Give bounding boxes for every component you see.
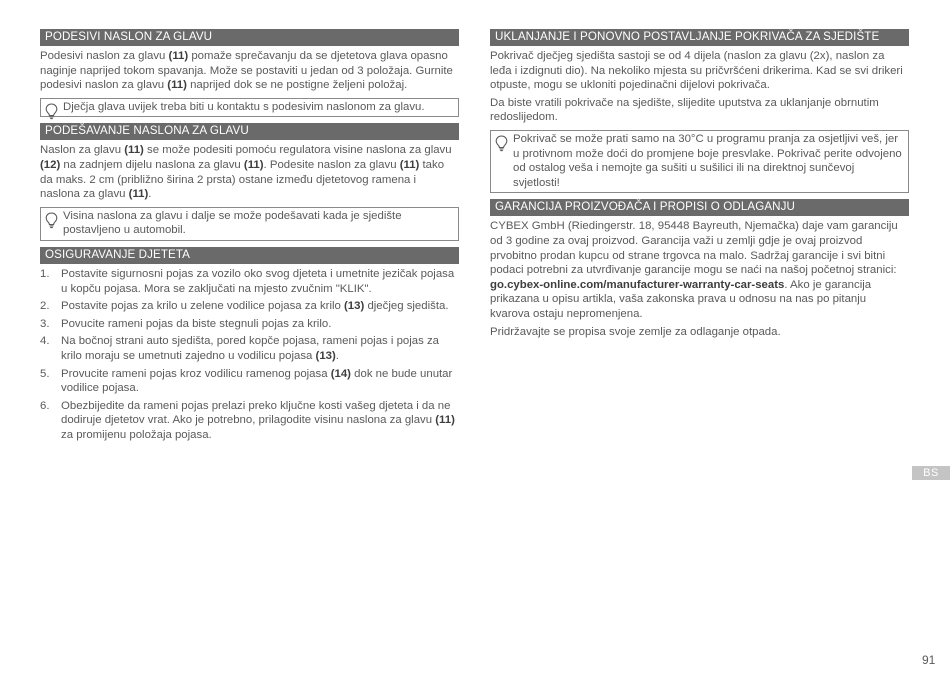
warranty-link[interactable]: go.cybex-online.com/manufacturer-warranty-car-seats xyxy=(490,278,785,291)
section-warranty xyxy=(490,199,909,339)
note-box xyxy=(490,130,909,193)
section-headrest xyxy=(40,29,459,117)
language-tab: BS xyxy=(912,466,950,480)
note-text: Dječja glava uvijek treba biti u kontaktu s podesivim naslonom za glavu. xyxy=(63,100,425,113)
section-heading: UKLANJANJE I PONOVNO POSTAVLJANJE POKRIVAČA ZA SJEDIŠTE xyxy=(490,29,909,46)
section-heading: GARANCIJA PROIZVOĐAČA I PROPISI O ODLAGANJU xyxy=(490,199,909,216)
paragraph: CYBEX GmbH (Riedingerstr. 18, 95448 Bayreuth, Njemačka) daje vam garanciju od 3 godine za ovaj proizvod. Garancija važi u zemlji gdje je ovaj proizvod prvobitno prodan kupcu od strane trgovca na malo. Sadržaj garancije i svi bitni podaci potrebni za utvrđivanje garancije mogu se naći na našoj početnoj stranici: go.cybex-online.com/manufacturer-warranty-car-seats. Ako je garancija prikazana u opisu artikla, vaša zakonska prava u odnosu na nas po pitanju kvarova ostaju nepromenjena. xyxy=(490,220,898,320)
section-heading: PODESIVI NASLON ZA GLAVU xyxy=(40,29,459,46)
page-number: 91 xyxy=(922,653,936,667)
list-item: 3. Povucite rameni pojas da biste stegnuli pojas za krilo. xyxy=(40,317,332,330)
section-securing-child xyxy=(40,247,459,443)
lightbulb-icon xyxy=(495,135,508,152)
left-column xyxy=(40,29,459,445)
list-item: 5. Provucite rameni pojas kroz vodilicu ramenog pojasa (14) dok ne bude unutar vodilice pojasa. xyxy=(40,367,453,395)
paragraph: Pridržavajte se propisa svoje zemlje za odlaganje otpada. xyxy=(490,325,781,338)
lightbulb-icon xyxy=(45,103,58,120)
paragraph: Da biste vratili pokrivače na sjedište, slijedite uputstva za uklanjanje obrnutim redoslijedom. xyxy=(490,96,879,124)
list-item: 2. Postavite pojas za krilo u zelene vodilice pojasa za krilo (13) dječjeg sjedišta. xyxy=(40,300,449,313)
list-item: 1. Postavite sigurnosni pojas za vozilo oko svog djeteta i umetnite jezičak pojasa u kopču pojasa. Mora se zaključati na mjesto zvučnim "KLIK". xyxy=(40,267,455,295)
note-text: Pokrivač se može prati samo na 30°C u programu pranja za osjetljivi veš, jer u protivnom može doći do promjene boje presvlake. Pokrivač perite odvojeno od ostalog veša i nemojte ga sušiti u sušilici ili na direktnoj sunčevoj svjetlosti! xyxy=(513,132,902,189)
note-box xyxy=(40,98,459,118)
section-heading: OSIGURAVANJE DJETETA xyxy=(40,247,459,264)
list-item: 4. Na bočnoj strani auto sjedišta, pored kopče pojasa, rameni pojas i pojas za krilo moraju se umetnuti zajedno u vodilicu pojasa (13). xyxy=(40,335,440,362)
paragraph: Podesivi naslon za glavu (11) pomaže sprečavanju da se djetetova glava opasno naginje naprijed tokom spavanja. Može se postaviti u jedan od 3 položaja. Gurnite podesivi naslon za glavu (11) naprijed dok se ne postigne željeni položaj. xyxy=(40,50,453,92)
note-text: Visina naslona za glavu i dalje se može podešavati kada je sjedište postavljeno u automobil. xyxy=(63,209,402,237)
list-item: 6. Obezbijedite da rameni pojas prelazi preko ključne kosti vašeg djeteta i da ne dodiruje djetetov vrat. Ako je potrebno, prilagodite visinu naslona za glavu (11) za promijenu položaja pojasa. xyxy=(40,399,455,441)
section-heading: PODEŠAVANJE NASLONA ZA GLAVU xyxy=(40,123,459,140)
paragraph: Naslon za glavu (11) se može podesiti pomoću regulatora visine naslona za glavu (12) na zadnjem dijelu naslona za glavu (11). Podesite naslon za glavu (11) tako da maks. 2 cm (približno širina 2 prsta) ostane između djetetovog ramena i naslona za glavu (11). xyxy=(40,144,452,201)
paragraph: Pokrivač dječjeg sjedišta sastoji se od 4 dijela (naslon za glavu (2x), naslon za leđa i izdignuti dio). Na nekoliko mjesta su pričvršćeni drikerima. Kad se svi drikeri otpuste, mogu se ukloniti pojedinačni dijelovi pokrivača. xyxy=(490,50,903,92)
note-box xyxy=(40,207,459,241)
lightbulb-icon xyxy=(45,212,58,229)
right-column xyxy=(490,29,909,342)
section-cover-removal xyxy=(490,29,909,193)
steps-list xyxy=(40,267,459,443)
section-adjust-headrest xyxy=(40,123,459,241)
